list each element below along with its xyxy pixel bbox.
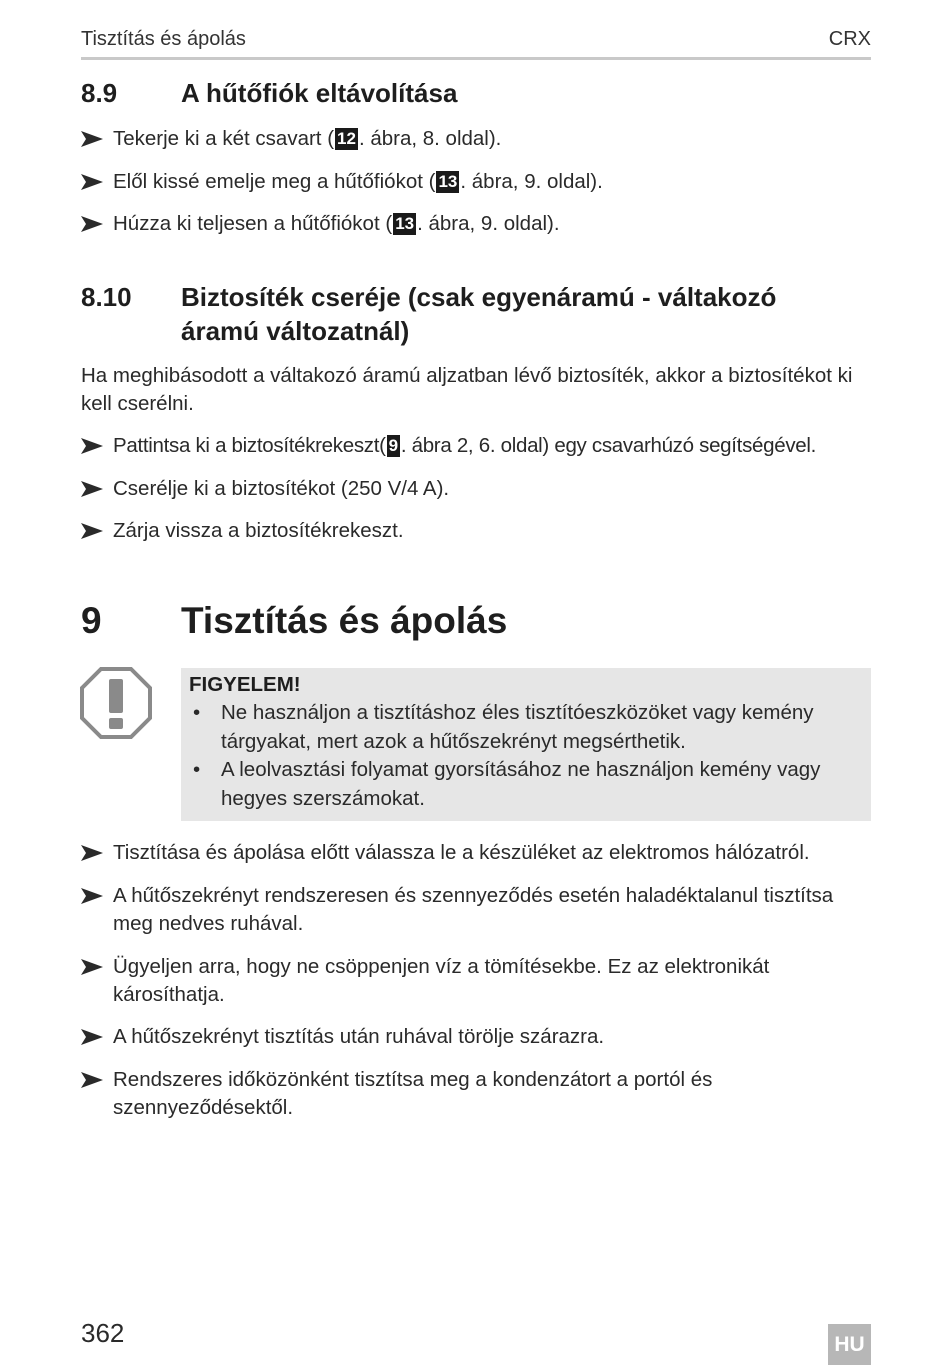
step: Pattintsa ki a biztosítékrekeszt( 9 . ábra 2, 6. oldal) egy csavarhúzó segítségével. xyxy=(81,432,871,460)
step: A hűtőszekrényt tisztítás után ruhával törölje szárazra. xyxy=(81,1023,871,1051)
arrow-icon xyxy=(81,1066,107,1094)
bullet-icon: • xyxy=(193,701,201,724)
arrow-icon xyxy=(81,475,107,503)
arrow-icon xyxy=(81,210,107,238)
figure-badge: 9 xyxy=(388,436,398,455)
section-title: A hűtőfiók eltávolítása xyxy=(181,78,458,108)
step: Tekerje ki a két csavart ( 12 . ábra, 8. oldal). xyxy=(81,125,871,153)
notice-box xyxy=(181,668,871,821)
language-tab: HU xyxy=(828,1324,871,1365)
chapter-number: 9 xyxy=(81,600,102,641)
notice-bullet: • Ne használjon a tisztításhoz éles tisztítóeszközöket vagy kemény tárgyakat, mert azok a hűtőszekrényt megsérthetik. xyxy=(193,701,814,753)
step: A hűtőszekrényt rendszeresen és szennyeződés esetén haladéktalanul tisztítsa meg nedves ruhával. xyxy=(81,882,871,938)
figure-badge: 12 xyxy=(337,129,356,148)
arrow-icon xyxy=(81,125,107,153)
arrow-icon xyxy=(81,517,107,545)
section-title: Biztosíték cseréje (csak egyenáramú - váltakozó áramú változatnál) xyxy=(181,282,777,346)
arrow-icon xyxy=(81,953,107,981)
arrow-icon xyxy=(81,1023,107,1051)
arrow-icon xyxy=(81,839,107,867)
header-model: CRX xyxy=(828,28,871,50)
page-header xyxy=(81,28,871,60)
step: Tisztítása és ápolása előtt válassza le a készüléket az elektromos hálózatról. xyxy=(81,839,871,867)
figure-badge: 13 xyxy=(395,214,415,233)
bullet-icon: • xyxy=(193,758,201,781)
step: Rendszeres időközönként tisztítsa meg a kondenzátort a portól és szennyeződésektől. xyxy=(81,1066,871,1122)
notice-title: FIGYELEM! xyxy=(189,673,301,696)
arrow-icon xyxy=(81,882,107,910)
arrow-icon xyxy=(81,168,107,196)
section-number: 8.9 xyxy=(81,78,118,108)
step: Zárja vissza a biztosítékrekeszt. xyxy=(81,517,871,545)
warning-icon xyxy=(80,667,152,739)
notice-bullet: • A leolvasztási folyamat gyorsításához ne használjon kemény vagy hegyes szerszámokat. xyxy=(193,758,821,810)
step: Elől kissé emelje meg a hűtőfiókot ( 13 . ábra, 9. oldal). xyxy=(81,168,871,196)
header-chapter: Tisztítás és ápolás xyxy=(81,28,246,50)
section-number: 8.10 xyxy=(81,282,132,312)
step: Cserélje ki a biztosítékot (250 V/4 A). xyxy=(81,475,871,503)
chapter-title: Tisztítás és ápolás xyxy=(181,600,508,641)
page-number: 362 xyxy=(81,1318,125,1348)
figure-badge: 13 xyxy=(438,172,458,191)
intro-paragraph: Ha meghibásodott a váltakozó áramú aljzatban lévő biztosíték, akkor a biztosítékot ki kell cserélni. xyxy=(81,364,853,415)
step: Ügyeljen arra, hogy ne csöppenjen víz a tömítésekbe. Ez az elektronikát károsíthatja. xyxy=(81,953,871,1009)
step: Húzza ki teljesen a hűtőfiókot ( 13 . ábra, 9. oldal). xyxy=(81,210,871,238)
arrow-icon xyxy=(81,432,107,460)
